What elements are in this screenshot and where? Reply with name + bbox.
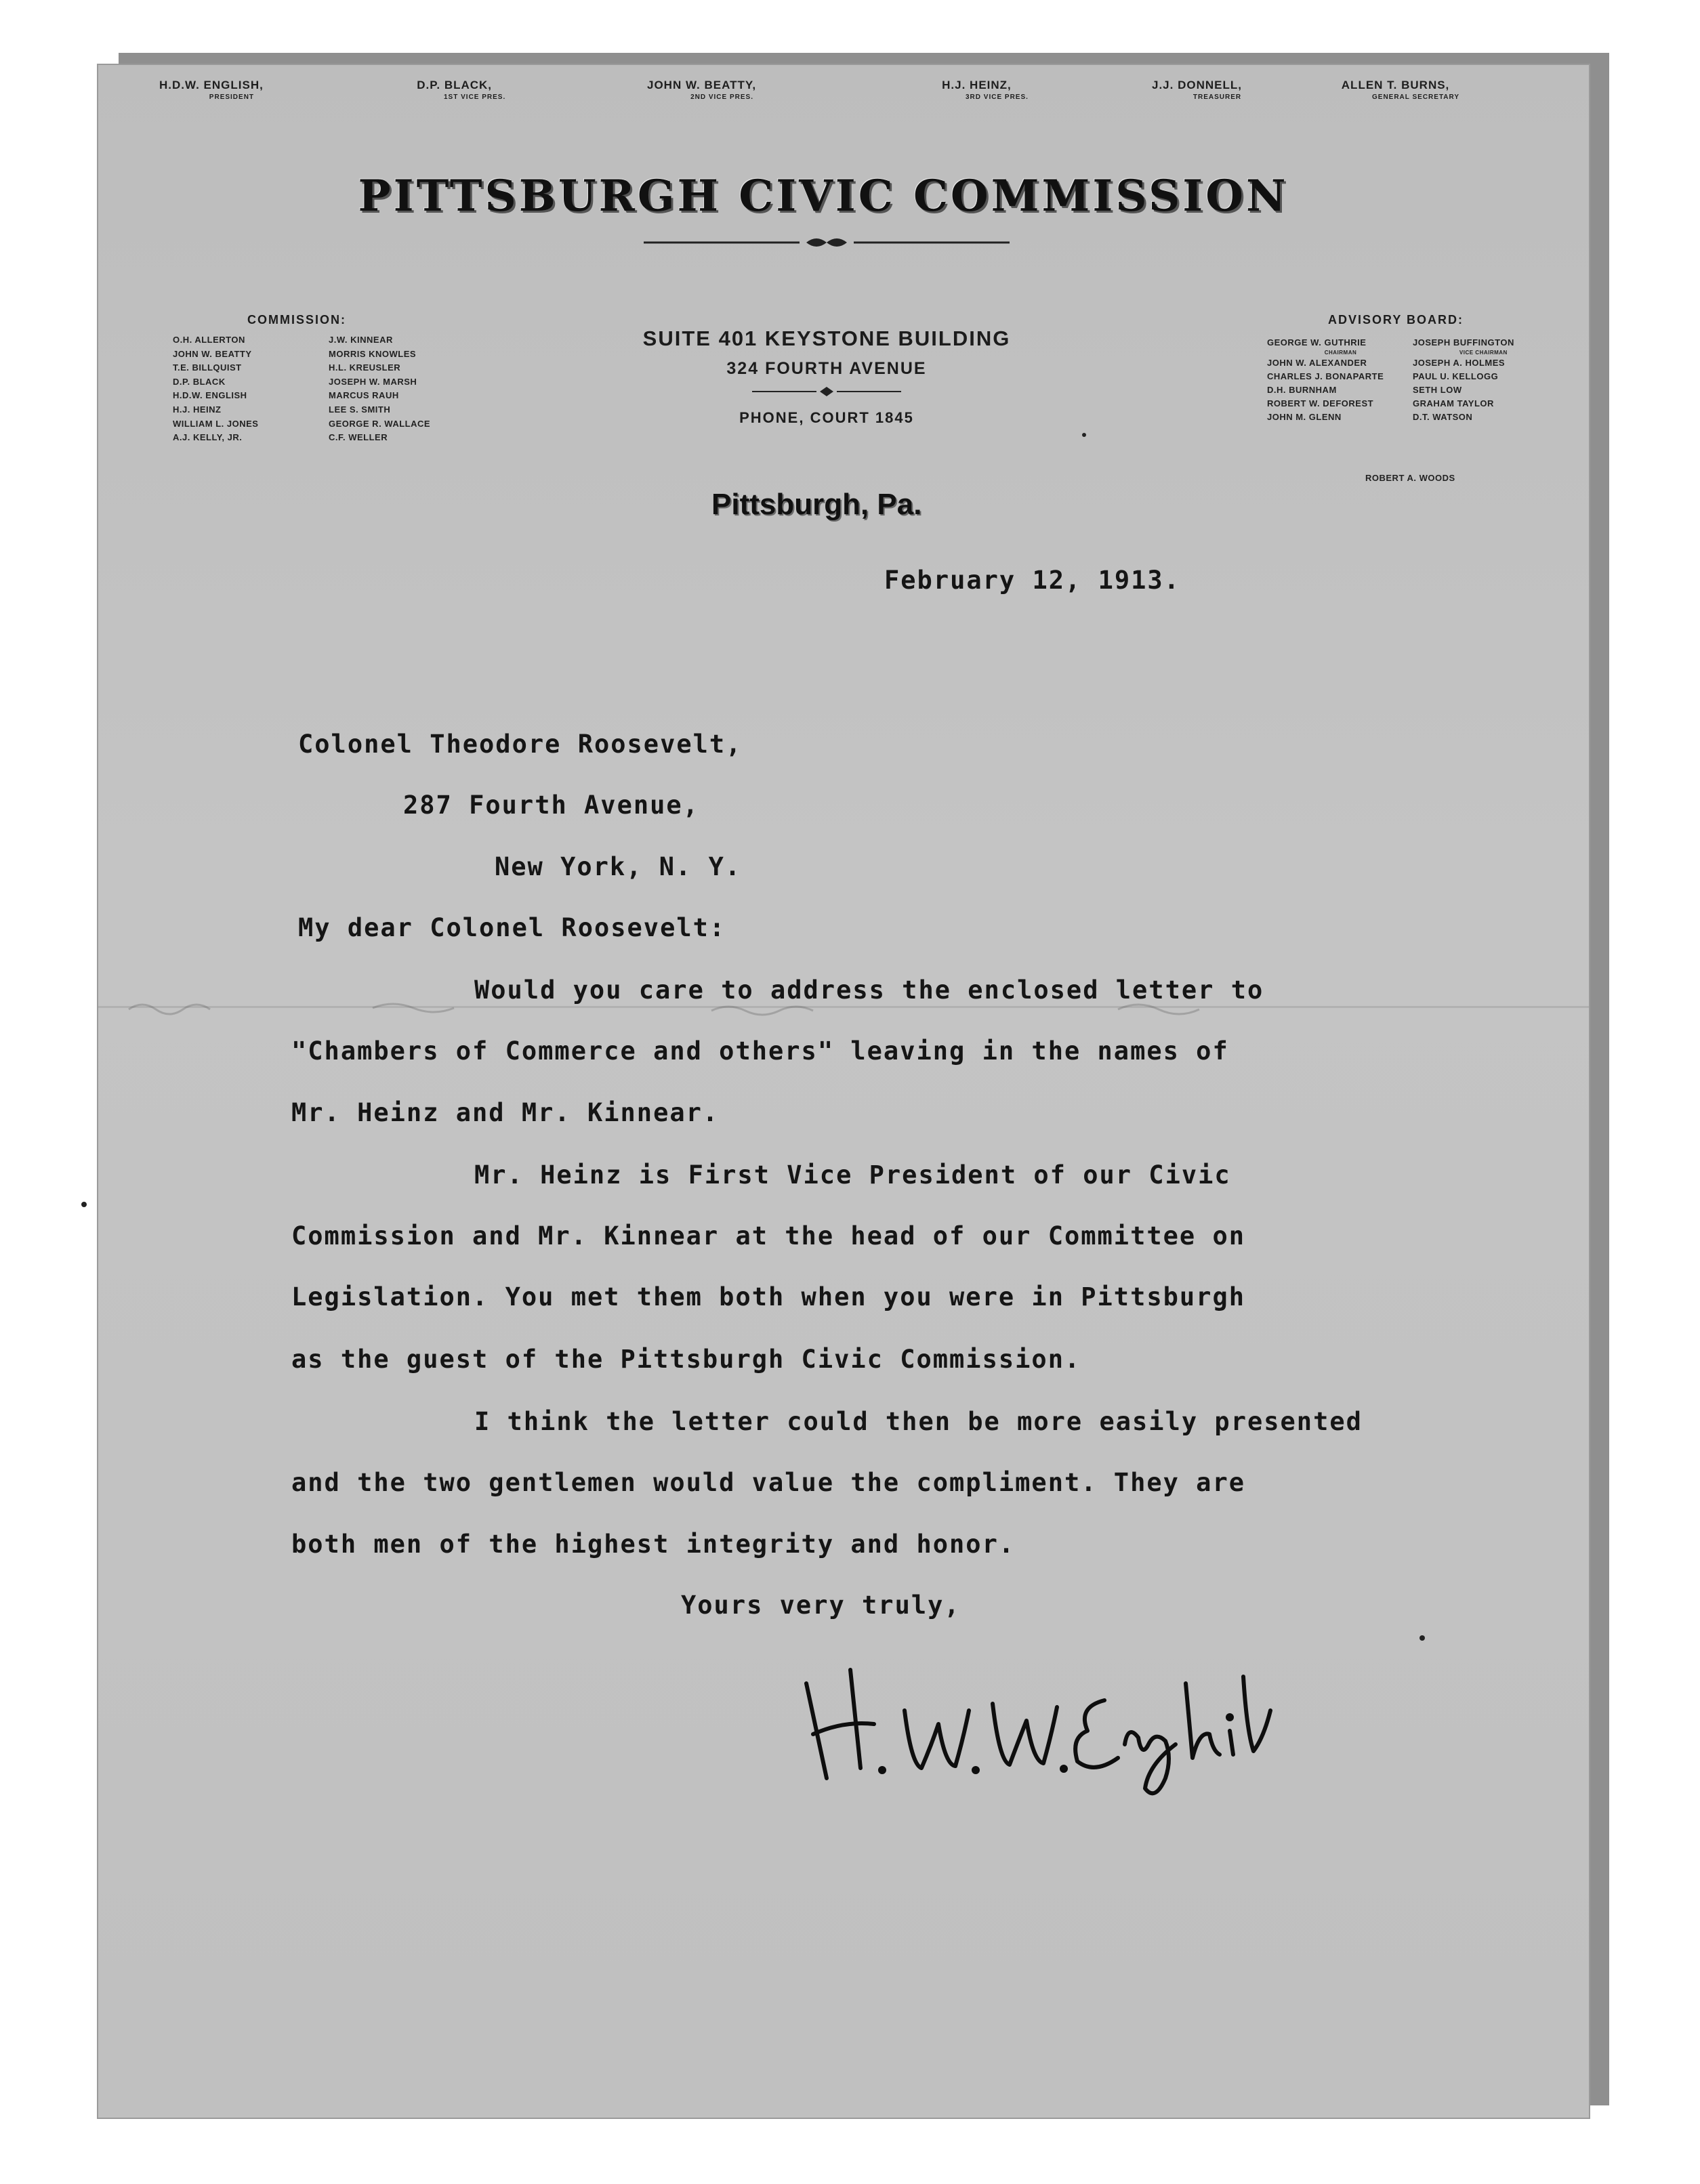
body-line: Commission and Mr. Kinnear at the head of our Committee on: [291, 1221, 1246, 1251]
list-item: O.H. ALLERTON: [173, 335, 245, 345]
list-item: MARCUS RAUH: [329, 390, 399, 401]
advisory-last-member: ROBERT A. WOODS: [1365, 473, 1455, 483]
list-item: LEE S. SMITH: [329, 404, 391, 415]
ornament-divider-icon: [637, 232, 1016, 253]
recipient-name: Colonel Theodore Roosevelt,: [298, 730, 743, 759]
address-line-2: 324 FOURTH AVENUE: [726, 359, 927, 378]
list-item: T.E. BILLQUIST: [173, 362, 242, 373]
list-item: JOHN W. BEATTY: [173, 348, 252, 359]
small-diamond-divider-icon: [745, 385, 908, 398]
officer-general-secretary: ALLEN T. BURNS, GENERAL SECRETARY: [1341, 79, 1460, 101]
list-item: D.P. BLACK: [173, 376, 226, 387]
list-item: GEORGE W. GUTHRIE: [1267, 337, 1367, 348]
officer-3rd-vice: H.J. HEINZ, 3RD VICE PRES.: [942, 79, 1029, 101]
list-item: JOSEPH W. MARSH: [329, 376, 417, 387]
officer-president: H.D.W. ENGLISH, PRESIDENT: [159, 79, 264, 101]
body-line: both men of the highest integrity and honor.: [291, 1530, 1016, 1559]
ink-speck: [81, 1202, 87, 1207]
list-item: JOSEPH A. HOLMES: [1413, 358, 1506, 368]
list-item: H.L. KREUSLER: [329, 362, 401, 373]
org-name-logotype: PITTSBURGH CIVIC COMMISSION: [358, 171, 1289, 222]
list-item: D.T. WATSON: [1413, 412, 1473, 422]
advisory-col-2: [1413, 336, 1514, 424]
salutation: My dear Colonel Roosevelt:: [298, 913, 726, 942]
list-item: JOHN W. ALEXANDER: [1267, 358, 1367, 368]
ink-speck: [1419, 1635, 1425, 1641]
officer-2nd-vice: JOHN W. BEATTY, 2ND VICE PRES.: [647, 79, 757, 101]
list-item: JOSEPH BUFFINGTON: [1413, 337, 1514, 348]
body-line: Would you care to address the enclosed letter to: [474, 975, 1264, 1005]
recipient-street: 287 Fourth Avenue,: [403, 791, 699, 820]
body-line: as the guest of the Pittsburgh Civic Commission.: [291, 1345, 1081, 1374]
list-item: SETH LOW: [1413, 385, 1462, 395]
ink-speck: [1082, 433, 1086, 437]
officer-1st-vice: D.P. BLACK, 1ST VICE PRES.: [417, 79, 506, 101]
commission-label: COMMISSION:: [247, 313, 346, 327]
list-item: GRAHAM TAYLOR: [1413, 398, 1494, 408]
list-item-sub: VICE CHAIRMAN: [1459, 350, 1508, 356]
letter-date: February 12, 1913.: [884, 566, 1180, 595]
list-item: H.J. HEINZ: [173, 404, 222, 415]
recipient-city: New York, N. Y.: [495, 852, 742, 881]
officer-treasurer: J.J. DONNELL, TREASURER: [1152, 79, 1242, 101]
list-item: JOHN M. GLENN: [1267, 412, 1342, 422]
list-item: J.W. KINNEAR: [329, 335, 393, 345]
list-item: A.J. KELLY, JR.: [173, 432, 243, 443]
body-line: Mr. Heinz and Mr. Kinnear.: [291, 1098, 720, 1127]
list-item: PAUL U. KELLOGG: [1413, 371, 1499, 381]
signature-handwritten: [786, 1643, 1274, 1805]
body-line: Mr. Heinz is First Vice President of our Civic: [474, 1160, 1231, 1190]
list-item: H.D.W. ENGLISH: [173, 390, 247, 401]
list-item: C.F. WELLER: [329, 432, 388, 443]
phone-line: PHONE, COURT 1845: [739, 409, 914, 426]
list-item-sub: CHAIRMAN: [1324, 350, 1357, 356]
list-item: GEORGE R. WALLACE: [329, 418, 431, 429]
body-line: and the two gentlemen would value the compliment. They are: [291, 1468, 1246, 1497]
advisory-col-1: [1267, 336, 1384, 424]
address-line-1: SUITE 401 KEYSTONE BUILDING: [642, 327, 1011, 350]
commission-col-1: [173, 333, 258, 445]
list-item: WILLIAM L. JONES: [173, 418, 259, 429]
list-item: MORRIS KNOWLES: [329, 348, 417, 359]
commission-col-2: [329, 333, 430, 445]
body-line: Legislation. You met them both when you were in Pittsburgh: [291, 1282, 1246, 1311]
city-stamp: Pittsburgh, Pa.: [711, 488, 922, 521]
body-line: "Chambers of Commerce and others" leaving in the names of: [291, 1036, 1229, 1066]
list-item: D.H. BURNHAM: [1267, 385, 1337, 395]
list-item: ROBERT W. DEFOREST: [1267, 398, 1374, 408]
closing: Yours very truly,: [681, 1591, 961, 1620]
body-line: I think the letter could then be more easily presented: [474, 1407, 1363, 1436]
advisory-board-label: ADVISORY BOARD:: [1328, 313, 1464, 327]
list-item: CHARLES J. BONAPARTE: [1267, 371, 1384, 381]
